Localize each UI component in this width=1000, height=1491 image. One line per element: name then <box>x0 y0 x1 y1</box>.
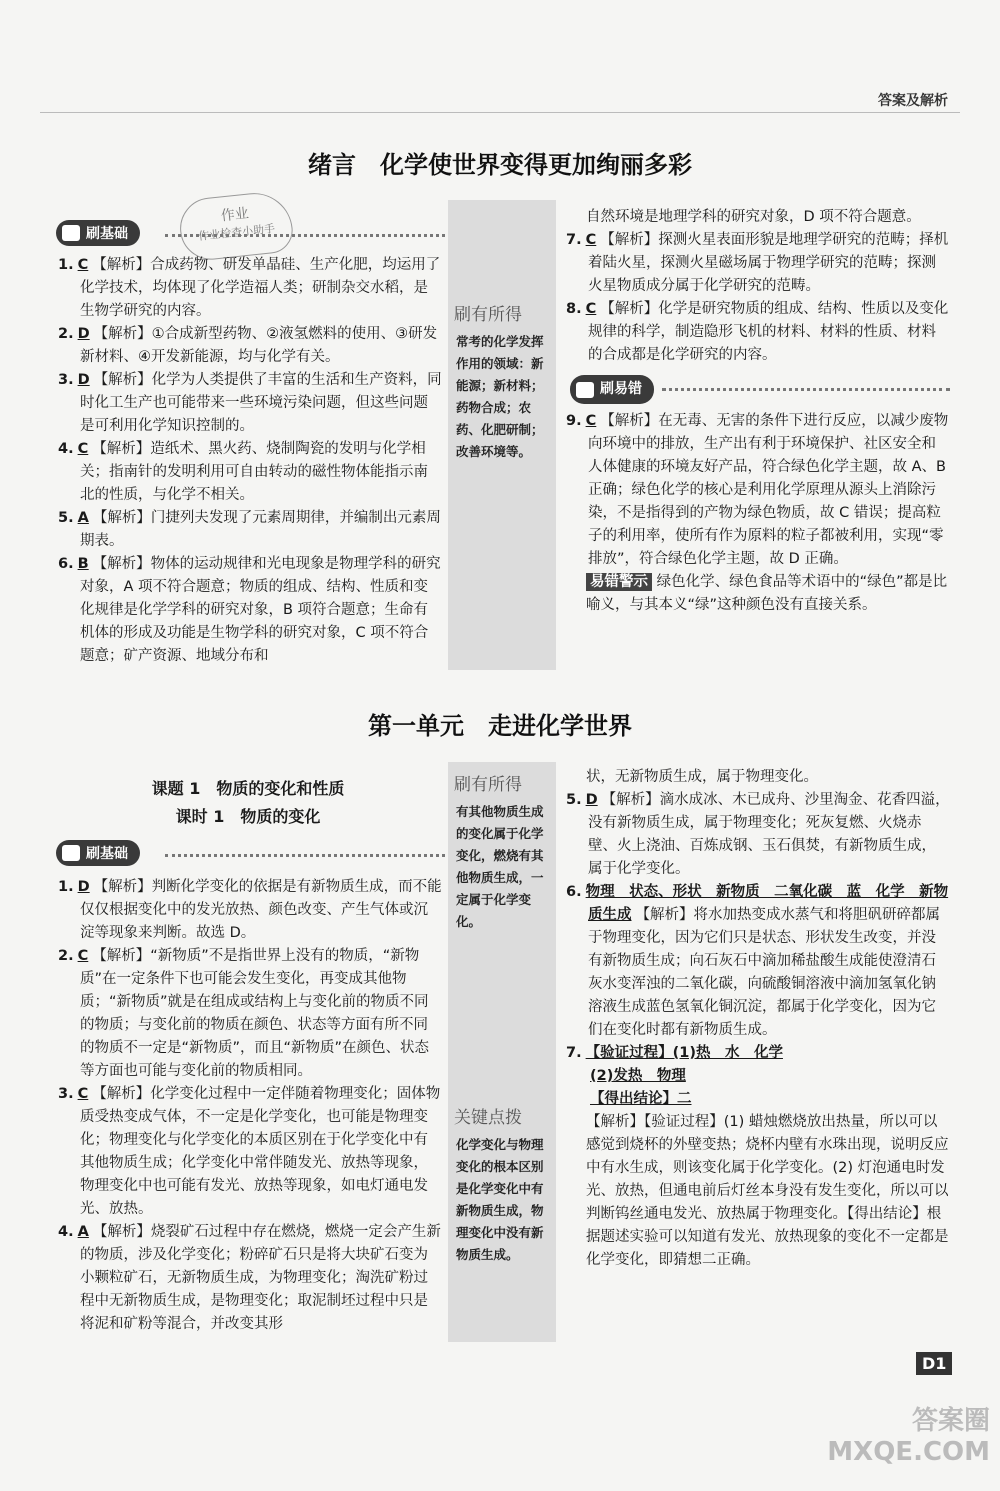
section1-right <box>566 206 950 617</box>
item-number: 3. <box>58 1086 74 1102</box>
item-number: 4. <box>58 1224 74 1240</box>
answer-item <box>58 438 442 507</box>
side-note-text: 有其他物质生成的变化属于化学变化，燃烧有其他物质生成，一定属于化学变化。 <box>456 804 544 929</box>
book-icon <box>62 845 80 861</box>
item-answer: 【得出结论】二 <box>590 1091 692 1107</box>
answer-item <box>566 789 950 881</box>
answer-item <box>58 1083 442 1221</box>
item-text: 【解析】门捷列夫发现了元素周期律，并编制出元素周期表。 <box>80 510 441 549</box>
answer-item <box>58 876 442 945</box>
item-number: 9. <box>566 413 582 429</box>
item-text: 【解析】探测火星表面形貌是地理学研究的范畴；择机着陆火星，探测火星磁场属于物理学研究的范畴；探测火星物质成分属于化学研究的范畴。 <box>588 232 949 294</box>
period-title: 课时 1 物质的变化 <box>175 807 321 826</box>
item-text: 【解析】物体的运动规律和光电现象是物理学科的研究对象，A 项不符合题意；物质的组成、结构、性质和变化规律是化学学科的研究对象，B 项符合题意；生命有机体的形成及功能是生物学科的研究对象，C 项不符合题意；矿产资源、地域分布和 <box>80 556 441 664</box>
item-text: 【解析】判断化学变化的依据是有新物质生成，而不能仅仅根据变化中的发光放热、颜色改变、产生气体或沉淀等现象来判断。故选 D。 <box>80 879 442 941</box>
item-answer: D <box>77 326 90 342</box>
answer-item <box>58 254 442 323</box>
item-answer: D <box>585 792 598 808</box>
item-answer: D <box>77 372 90 388</box>
lesson-title: 课题 1 物质的变化和性质 <box>151 779 345 798</box>
side-note-title: 刷有所得 <box>454 775 522 795</box>
dotted-divider <box>165 854 445 857</box>
answer-item <box>58 323 442 369</box>
book-icon <box>62 225 80 241</box>
item-text: 【解析】造纸术、黑火药、烧制陶瓷的发明与化学相关；指南针的发明利用可自由转动的磁性物体能指示南北的性质，与化学不相关。 <box>80 441 428 503</box>
header-title: 答案及解析 <box>878 93 948 109</box>
item-number: 1. <box>58 879 74 895</box>
side-note-text: 化学变化与物理变化的根本区别是化学变化中有新物质生成，物理变化中没有新物质生成。 <box>456 1137 544 1262</box>
item-text: 【解析】将水加热变成水蒸气和将胆矾研碎都属于物理变化，因为它们只是状态、形状发生改变，并没有新物质生成；向石灰石中滴加稀盐酸生成能使澄清石灰水变浑浊的二氧化碳，向硫酸铜溶液中滴加氢氧化钠溶液生成蓝色氢氧化铜沉淀，都属于化学变化，因为它们在变化时都有新物质生成。 <box>588 907 940 1038</box>
item-answer: C <box>585 413 597 429</box>
item-text: 【解析】化学变化过程中一定伴随着物理变化；固体物质受热变成气体，不一定是化学变化，也可能是物理变化；物理变化与化学变化的本质区别在于化学变化中有其他物质生成；化学变化中常伴随发光、放热等现象，物理变化中也可能有发光、放热等现象，如电灯通电发光、放热。 <box>80 1086 441 1217</box>
answer-line <box>566 1088 950 1111</box>
item-answer: 【验证过程】(1)热 水 化学 <box>585 1045 783 1061</box>
item-number: 7. <box>566 232 582 248</box>
section1-left <box>58 254 442 668</box>
side-note-1 <box>448 200 556 670</box>
stamp-line2: 作业检查小助手 <box>197 221 276 243</box>
badge-label: 刷易错 <box>600 381 642 397</box>
page-number: D1 <box>916 1352 952 1375</box>
item-answer: 物理 状态、形状 新物质 二氧化碳 蓝 化学 新物质生成 <box>585 884 949 923</box>
warning-text: 绿色化学、绿色食品等术语中的“绿色”都是比喻义，与其本义“绿”这种颜色没有直接关系。 <box>586 574 948 613</box>
item-number: 6. <box>58 556 74 572</box>
item-answer: A <box>77 1224 89 1240</box>
continued-text: 自然环境是地理学科的研究对象，D 项不符合题意。 <box>586 209 921 225</box>
badge-error <box>570 375 950 404</box>
item-text: 【解析】在无毒、无害的条件下进行反应，以减少废物向环境中的排放，生产出有利于环境保护、社区安全和人体健康的环境友好产品，符合绿色化学主题，故 A、B 正确；绿色化学的核心是利用化学原理从源头上消除污染，不是指得到的产物为绿色物质，故 C 错误；提高粒子的利用率，使所有作为原料的粒子都被利用，实现“零排放”，符合绿色化学主题，故 D 正确。 <box>588 413 949 567</box>
side-note-text: 常考的化学发挥作用的领域：新能源；新材料；药物合成；农药、化肥研制；改善环境等。 <box>456 334 544 459</box>
answer-item <box>58 945 442 1083</box>
item-number: 2. <box>58 948 74 964</box>
item-text: 【解析】合成药物、研发单晶硅、生产化肥，均运用了化学技术，均体现了化学造福人类；研制杂交水稻，是生物学研究的内容。 <box>80 257 441 319</box>
answer-item <box>58 1221 442 1336</box>
side-note-title: 关键点拨 <box>454 1108 522 1128</box>
item-number: 6. <box>566 884 582 900</box>
homework-stamp <box>177 189 295 262</box>
item-answer: C <box>77 948 89 964</box>
answer-item <box>58 553 442 668</box>
item-text: 【解析】烧裂矿石过程中存在燃烧，燃烧一定会产生新的物质，涉及化学变化；粉碎矿石只是将大块矿石变为小颗粒矿石，无新物质生成，为物理变化；淘洗矿粉过程中无新物质生成，是物理变化；取泥制坯过程中只是将泥和矿粉等混合，并改变其形 <box>80 1224 441 1332</box>
answer-item <box>566 298 950 367</box>
item-answer: C <box>585 301 597 317</box>
badge-basic <box>56 220 140 246</box>
item-answer: D <box>77 879 90 895</box>
answer-item <box>566 229 950 298</box>
item-answer: C <box>77 441 89 457</box>
badge-label: 刷基础 <box>86 846 128 862</box>
answer-item <box>58 369 442 438</box>
item-text: 【解析】滴水成冰、木已成舟、沙里淘金、花香四溢，没有新物质生成，属于物理变化；死灰复燃、火烧赤壁、火上浇油、百炼成钢、玉石俱焚，有新物质生成，属于化学变化。 <box>588 792 950 877</box>
answer-item <box>566 881 950 1042</box>
item-number: 3. <box>58 372 74 388</box>
item-text: 【解析】“新物质”不是指世界上没有的物质，“新物质”在一定条件下也可能会发生变化，再变成其他物质；“新物质”就是在组成或结构上与变化前的物质不同的物质；与变化前的物质在颜色、状态等方面有所不同的物质不一定是“新物质”，而且“新物质”在颜色、状态等方面也可能与变化前的物质相同。 <box>80 948 430 1079</box>
item-number: 2. <box>58 326 74 342</box>
answer-item <box>566 410 950 571</box>
item-text: 【解析】化学为人类提供了丰富的生活和生产资料，同时化工生产也可能带来一些环境污染问题，但这些问题是可利用化学知识控制的。 <box>80 372 442 434</box>
continued-text: 状，无新物质生成，属于物理变化。 <box>586 769 818 785</box>
answer-item <box>58 507 442 553</box>
side-note-2 <box>448 762 556 1342</box>
badge-label: 刷基础 <box>86 226 128 242</box>
warning-note <box>566 571 950 617</box>
warning-label: 易错警示 <box>586 573 652 591</box>
item-number: 5. <box>566 792 582 808</box>
section2-left <box>58 876 442 1336</box>
answer-line <box>566 1065 950 1088</box>
section2-right <box>566 766 950 1272</box>
item-text: 【解析】①合成新型药物、②液氢燃料的使用、③研发新材料、④开发新能源，均与化学有关。 <box>80 326 438 365</box>
item-number: 1. <box>58 257 74 273</box>
unit-title: 第一单元 走进化学世界 <box>368 712 632 740</box>
item-answer: (2)发热 物理 <box>590 1068 686 1084</box>
stamp-line1: 作业 <box>220 205 250 225</box>
side-note-title: 刷有所得 <box>454 305 522 325</box>
chapter-title: 绪言 化学使世界变得更加绚丽多彩 <box>308 151 692 179</box>
item-number: 4. <box>58 441 74 457</box>
item-answer: C <box>77 1086 89 1102</box>
badge-basic-2 <box>56 840 140 866</box>
header-divider <box>40 112 960 113</box>
answer-item <box>566 1042 950 1065</box>
item-text: 【解析】化学是研究物质的组成、结构、性质以及变化规律的科学，制造隐形飞机的材料、材料的性质、材料的合成都是化学研究的内容。 <box>588 301 949 363</box>
item-answer: A <box>77 510 89 526</box>
dotted-divider <box>165 234 445 237</box>
item-number: 8. <box>566 301 582 317</box>
item-number: 5. <box>58 510 74 526</box>
book-icon <box>576 382 594 398</box>
dotted-divider <box>662 388 950 391</box>
item-answer: C <box>77 257 89 273</box>
item-number: 7. <box>566 1045 582 1061</box>
item-answer: C <box>585 232 597 248</box>
item-answer: B <box>77 556 89 572</box>
watermark-logo: 答案圈 MXQE.COM <box>827 1406 990 1467</box>
item-text: 【解析】【验证过程】(1) 蜡烛燃烧放出热量，所以可以感觉到烧杯的外壁变热；烧杯内壁有水珠出现，说明反应中有水生成，则该变化属于化学变化。(2) 灯泡通电时发光、放热，但通电前后灯丝本身没有发生变化，所以可以判断钨丝通电发光、放热属于物理变化。【得出结论】根据题述实验可以知道有发光、放热现象的变化不一定都是化学变化，即猜想二正确。 <box>586 1114 949 1268</box>
